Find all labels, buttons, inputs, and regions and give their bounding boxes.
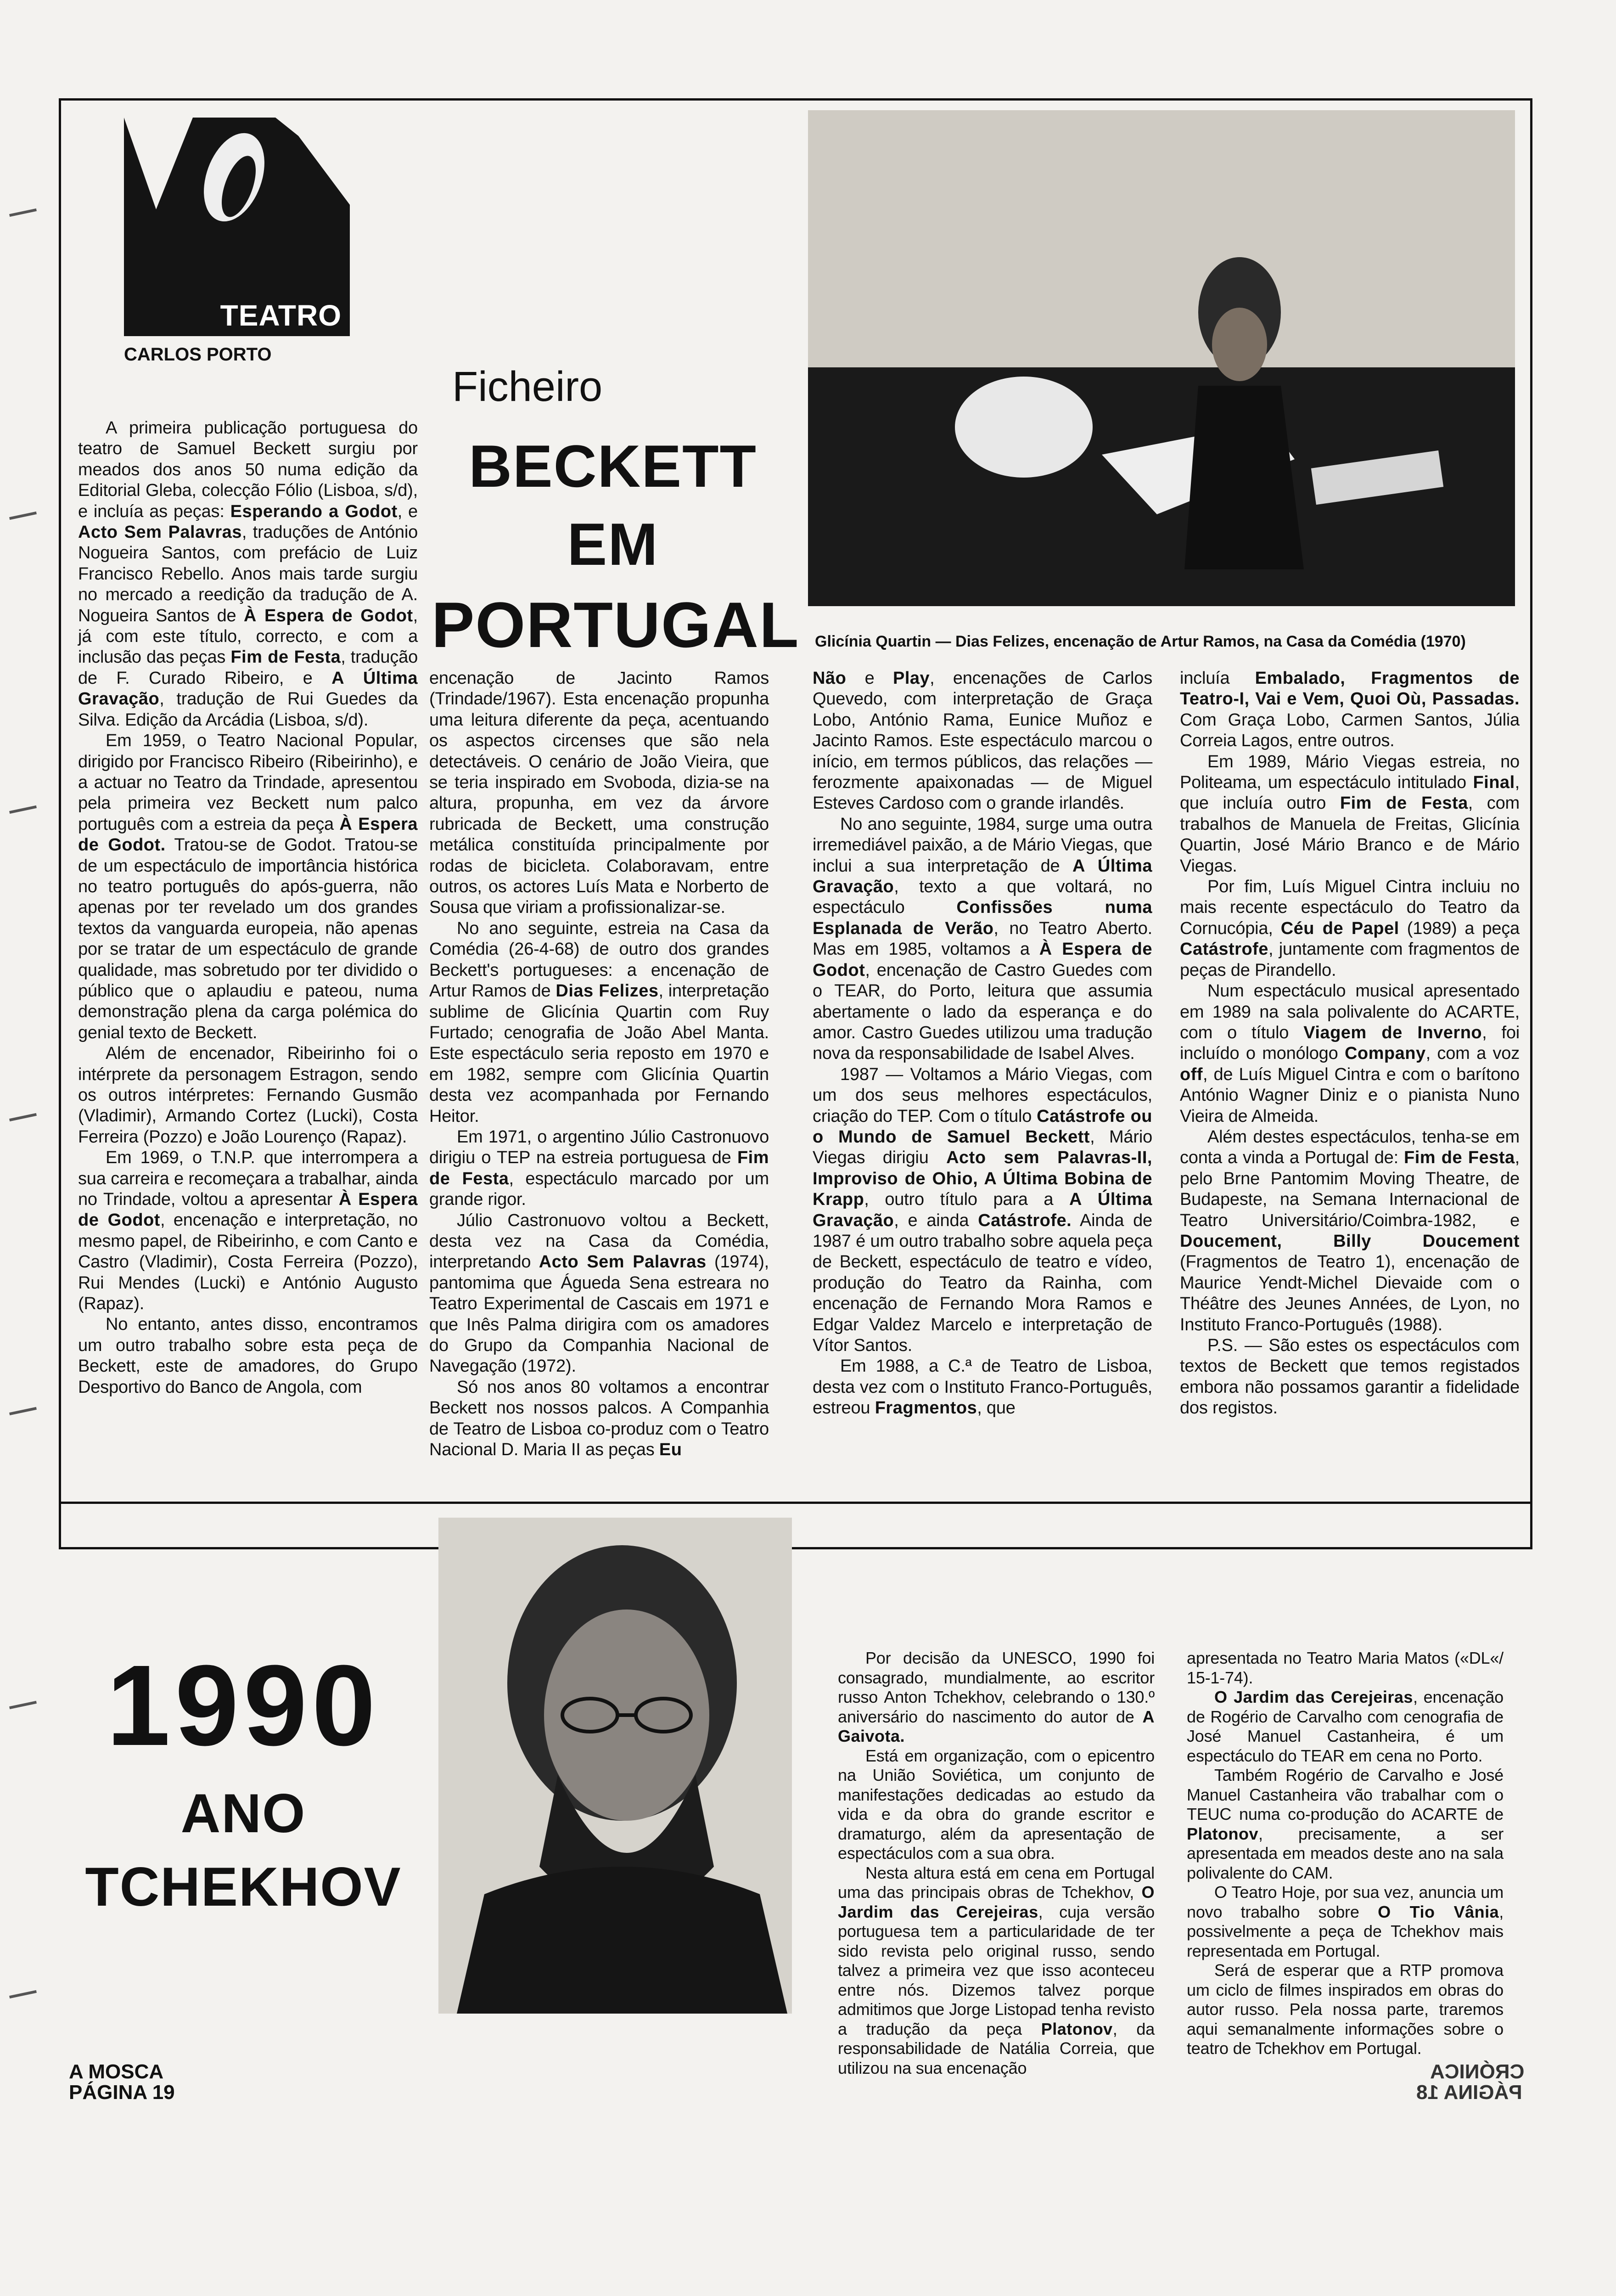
tchekhov-column-1: Por decisão da UNESCO, 1990 foi consagrado, mundialmente, ao escritor russo Anton Tchekhov, celebrando o 130.º aniversário do nascimento do autor de A Gaivota. Está em organização, com o epicentro na União Soviética, um conjunto de manifestações dedicadas ao estudo da vida e da obra do grande escritor e dramaturgo, além da apresentação de espectáculos com a sua obra. Nesta altura está em cena em Portugal uma das principais obras de Tchekhov, O Jardim das Cerejeiras, cuja versão portuguesa tem a particularidade de ter sido revista pelo original russo, sendo talvez a primeira vez que isso aconteceu entre nós. Dizemos talvez porque admitimos que Jorge Listopad tenha revisto a tradução da peça Platonov, da responsabilidade de Natália Correia, que utilizou na sua encenação (838, 1649, 1155, 2077)
photo-caption: Glicínia Quartin — Dias Felizes, encenação de Artur Ramos, na Casa da Comédia (1970) (815, 633, 1466, 650)
headline-line-3: PORTUGAL (432, 589, 800, 661)
tchekhov-year: 1990 (106, 1641, 381, 1769)
footer-page-number: PÁGINA 19 (69, 2081, 175, 2104)
teatro-section-logo (124, 118, 350, 336)
headline-line-1: BECKETT (469, 433, 757, 500)
article-column-1: A primeira publicação portuguesa do teatro de Samuel Beckett surgiu por meados dos anos 50 numa edição da Editorial Gleba, colecção Fólio (Lisboa, s/d), e incluía as peças: Esperando a Godot, e Acto Sem Palavras, traduções de António Nogueira Santos, com prefácio de Luiz Francisco Rebello. Anos mais tarde surgiu no mercado a reedição da tradução de A. Nogueira Santos de À Espera de Godot, já com este título, correcto, e com a inclusão das peças Fim de Festa, tradução de F. Curado Ribeiro, e A Última Gravação, tradução de Rui Guedes da Silva. Edição da Arcádia (Lisboa, s/d). Em 1959, o Teatro Nacional Popular, dirigido por Francisco Ribeiro (Ribeirinho), e a actuar no Teatro da Trindade, apresentou pela primeira vez Beckett num palco português com a estreia da peça À Espera de Godot. Tratou-se de Godot. Tratou-se de um espectáculo de importância histórica no teatro português do após-guerra, não apenas por ter revelado um dos grandes textos da vanguarda europeia, não apenas por se tratar de um espectáculo de grande qualidade, mas sobretudo por ter dividido o público que o aplaudiu e pateou, numa demonstração plena da carga polémica do genial texto de Beckett. Além de encenador, Ribeirinho foi o intérprete da personagem Estragon, sendo os outros intérpretes: Fernando Gusmão (Vladimir), Armando Cortez (Lucki), Costa Ferreira (Pozzo) e João Lourenço (Rapaz). Em 1969, o T.N.P. que interrompera a sua carreira e recomeçara a trabalhar, ainda no Trindade, voltou a apresentar À Espera de Godot, encenação e interpretação, no mesmo papel, de Ribeirinho, e com Canto e Castro (Vladimir), Costa Ferreira (Pozzo), Rui Mendes (Lucki) e António Augusto (Rapaz). No entanto, antes disso, encontramos um outro trabalho sobre esta peça de Beckett, este de amadores, do Grupo Desportivo do Banco de Angola, com (78, 418, 418, 1397)
footer-publication: A MOSCA (69, 2060, 164, 2083)
portrait-illustration (438, 1518, 792, 2014)
section-label: TEATRO (220, 299, 342, 332)
article-column-3: Não e Play, encenações de Carlos Quevedo, com interpretação de Graça Lobo, António Rama, Eunice Muñoz e Jacinto Ramos. Este espectáculo marcou o início, em termos públicos, das relações — ferozmente apaixonadas — de Miguel Esteves Cardoso com o grande irlandês. No ano seguinte, 1984, surge uma outra irremediável paixão, a de Mário Viegas, que inclui a sua interpretação de A Última Gravação, texto a que voltará, no espectáculo Confissões numa Esplanada de Verão, no Teatro Aberto. Mas em 1985, voltamos a À Espera de Godot, encenação de Castro Guedes com o TEAR, do Porto, leitura que assumia abertamente o lado da esperança e do amor. Castro Guedes utilizou uma tradução nova da responsabilidade de Isabel Alves. 1987 — Voltamos a Mário Viegas, com um dos seus melhores espectáculos, criação do TEP. Com o título Catástrofe ou o Mundo de Samuel Beckett, Mário Viegas dirigiu Acto sem Palavras-II, Improviso de Ohio, A Última Bobina de Krapp, outro título para a A Última Gravação, e ainda Catástrofe. Ainda de 1987 é um outro trabalho sobre aquela peça de Beckett, espectáculo de teatro e vídeo, produção do Teatro da Rainha, com encenação de Fernando Mora Ramos e Edgar Valdez Marcelo e interpretação de Vítor Santos. Em 1988, a C.ª de Teatro de Lisboa, desta vez com o Instituto Franco-Português, estreou Fragmentos, que (813, 669, 1153, 1418)
footer-bleed-through-section: CRÓNICA (1430, 2060, 1525, 2083)
margin-mark (9, 1701, 37, 1709)
headline-line-2: EM (567, 511, 659, 578)
margin-mark (9, 1113, 37, 1121)
author-byline: CARLOS PORTO (124, 344, 272, 365)
margin-mark (9, 208, 37, 217)
margin-mark (9, 1990, 37, 1998)
tchekhov-title-line-2: ANO (180, 1783, 306, 1844)
portrait-anton-tchekhov (438, 1518, 792, 2014)
tchekhov-column-2: apresentada no Teatro Maria Matos («DL«/ 15-1-74). O Jardim das Cerejeiras, encenação de Rogério de Carvalho com cenografia de José Manuel Castanheira, é um espectáculo do TEAR em cena no Porto. Também Rogério de Carvalho e José Manuel Castanheira vão trabalhar com o TEUC numa co-produção do ACARTE de Platonov, precisamente, a ser apresentada em meados deste ano na sala polivalente do CAM. O Teatro Hoje, por sua vez, anuncia um novo trabalho sobre O Tio Vânia, possivelmente a peça de Tchekhov mais representada em Portugal. Será de esperar que a RTP promova um ciclo de filmes inspirados em obras do autor russo. Pela nossa parte, traremos aqui semanalmente informações sobre o teatro de Tchekhov em Portugal. (1187, 1649, 1504, 2058)
margin-mark (9, 1407, 37, 1415)
section-divider (59, 1502, 1532, 1504)
margin-mark (9, 512, 37, 520)
article-column-2: encenação de Jacinto Ramos (Trindade/1967). Esta encenação propunha uma leitura diferente da peça, acentuando os aspectos circenses que são nela detectáveis. O cenário de João Vieira, que se teria inspirado em Svoboda, dizia-se na altura, propunha, em vez da árvore rubricada de Beckett, uma construção metálica constituída principalmente por rodas de bicicleta. Colaboravam, entre outros, os actores Luís Mata e Norberto de Sousa que viriam a profissionalizar-se. No ano seguinte, estreia na Casa da Comédia (26-4-68) de outro dos grandes Beckett's portugueses: a encenação de Artur Ramos de Dias Felizes, interpretação sublime de Glicínia Quartin com Ruy Furtado; cenografia de João Abel Manta. Este espectáculo seria reposto em 1970 e em 1982, sempre com Glicínia Quartin desta vez acompanhada por Fernando Heitor. Em 1971, o argentino Júlio Castronuovo dirigiu o TEP na estreia portuguesa de Fim de Festa, espectáculo marcado por um grande rigor. Júlio Castronuovo voltou a Beckett, desta vez na Casa da Comédia, interpretando Acto Sem Palavras (1974), pantomima que Águeda Sena estreara no Teatro Experimental de Cascais em 1971 e que Inês Palma dirigira com os amadores do Grupo da Companhia Nacional de Navegação (1972). Só nos anos 80 voltamos a encontrar Beckett nos nossos palcos. A Companhia de Teatro de Lisboa co-produz com o Teatro Nacional D. Maria II as peças Eu (429, 669, 769, 1460)
tchekhov-title-line-3: TCHEKHOV (85, 1856, 402, 1918)
article-kicker: Ficheiro (452, 363, 603, 410)
footer-bleed-through-page: PÁGINA 18 (1416, 2081, 1522, 2104)
photo-illustration (808, 110, 1515, 606)
margin-mark (9, 805, 37, 814)
photo-glicinia-quartin (808, 110, 1515, 606)
article-column-4: incluía Embalado, Fragmentos de Teatro-I, Vai e Vem, Quoi Où, Passadas. Com Graça Lobo, Carmen Santos, Júlia Correia Lagos, entre outros. Em 1989, Mário Viegas estreia, no Politeama, um espectáculo intitulado Final, que incluía outro Fim de Festa, com trabalhos de Manuela de Freitas, Glicínia Quartin, José Mário Branco e de Mário Viegas. Por fim, Luís Miguel Cintra incluiu no mais recente espectáculo do Teatro da Cornucópia, Céu de Papel (1989) a peça Catástrofe, juntamente com fragmentos de peças de Pirandello. Num espectáculo musical apresentado em 1989 na sala polivalente do ACARTE, com o título Viagem de Inverno, foi incluído o monólogo Company, com a voz off, de Luís Miguel Cintra e com o barítono António Wagner Diniz e o pianista Nuno Vieira de Almeida. Além destes espectáculos, tenha-se em conta a vinda a Portugal de: Fim de Festa, pelo Brne Pantomim Moving Theatre, de Budapeste, na Semana Internacional de Teatro Universitário/Coimbra-1982, e Doucement, Billy Doucement (Fragmentos de Teatro 1), encenação de Maurice Yendt-Michel Dievaide com o Théâtre des Jeunes Années, de Lyon, no Instituto Franco-Português (1988). P.S. — São estes os espectáculos com textos de Beckett que temos registados embora não possamos garantir a fidelidade dos registos. (1180, 669, 1520, 1418)
